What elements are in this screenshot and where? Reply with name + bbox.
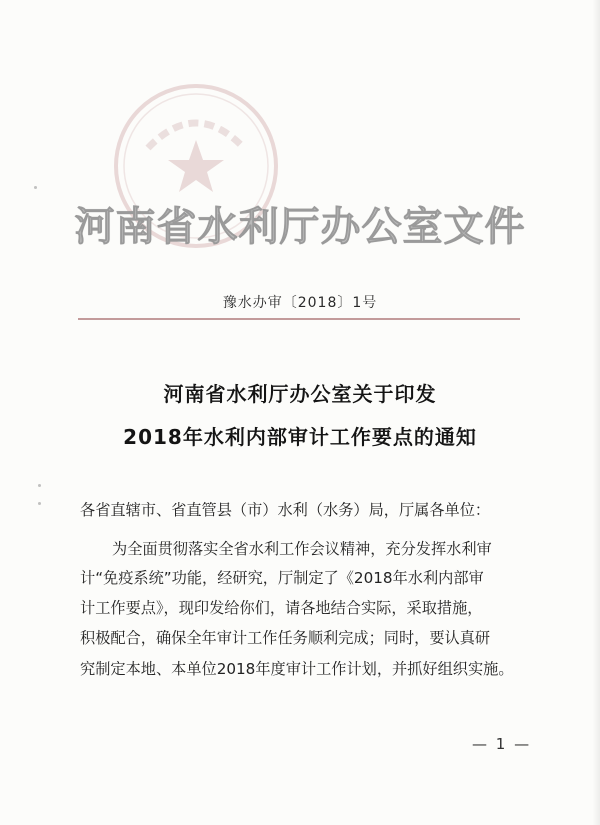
agency-header-title: 河南省水利厅办公室文件 — [74, 204, 526, 250]
notice-title-line-1: 河南省水利厅办公室关于印发 — [163, 382, 437, 406]
document-number: 豫水办审〔2018〕1号 — [222, 295, 378, 311]
salutation: 各省直辖市、省直管县（市）水利（水务）局，厅属各单位： — [80, 501, 491, 519]
header-divider — [78, 318, 520, 320]
scan-speck — [34, 186, 37, 189]
body-line: 为全面贯彻落实全省水利工作会议精神，充分发挥水利审 — [112, 540, 492, 558]
page-number: — 1 — — [472, 735, 532, 753]
scan-speck — [38, 484, 41, 487]
scan-edge-shadow — [592, 0, 600, 825]
scan-speck — [38, 502, 41, 505]
notice-title-line-2: 2018年水利内部审计工作要点的通知 — [123, 425, 477, 449]
body-line: 究制定本地、本单位2018年度审计工作计划，并抓好组织实施。 — [80, 660, 514, 678]
body-line: 积极配合，确保全年审计工作任务顺利完成；同时，要认真研 — [80, 629, 491, 647]
body-line: 计工作要点》，现印发给你们，请各地结合实际，采取措施， — [80, 599, 483, 617]
body-line: 计“免疫系统”功能，经研究，厅制定了《2018年水利内部审 — [80, 569, 484, 587]
